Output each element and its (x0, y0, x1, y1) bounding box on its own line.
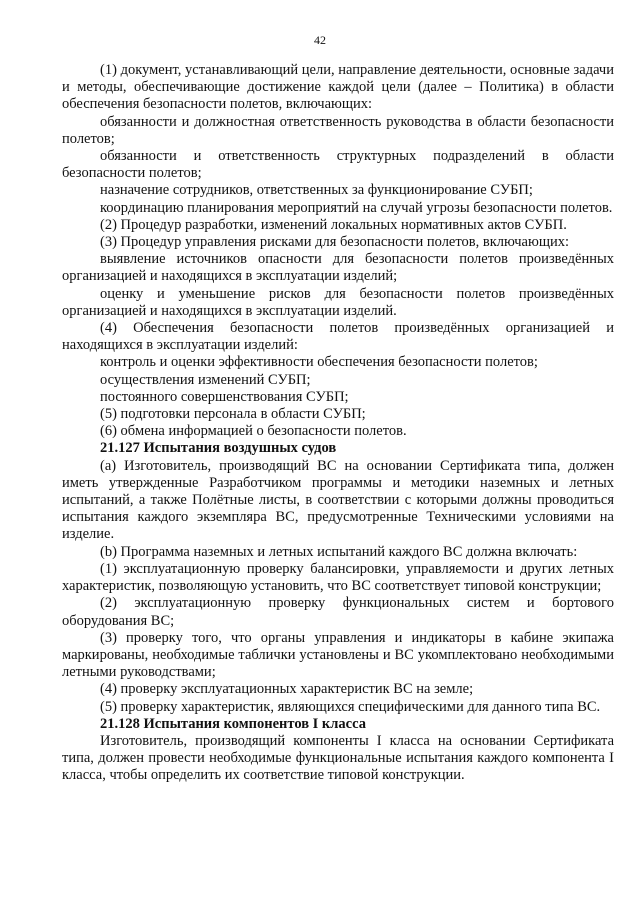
paragraph: осуществления изменений СУБП; (100, 371, 311, 388)
paragraph: (4) Обеспечения безопасности полетов произведённых организацией и находящихся в эксплуатации изделий: (62, 320, 614, 354)
paragraph: (6) обмена информацией о безопасности полетов. (100, 423, 407, 440)
section-heading: 21.127 Испытания воздушных судов (100, 440, 337, 457)
paragraph: (1) документ, устанавливающий цели, направление деятельности, основные задачи и методы, обеспечивающие достижение каждой цели (далее – Политика) в области обеспечения безопасности полетов, включающих: (62, 62, 614, 113)
paragraph: (5) подготовки персонала в области СУБП; (100, 406, 366, 423)
paragraph: обязанности и должностная ответственность руководства в области безопасности полетов; (62, 113, 614, 147)
paragraph: координацию планирования мероприятий на случай угрозы безопасности полетов. (100, 199, 613, 216)
paragraph: контроль и оценки эффективности обеспечения безопасности полетов; (100, 354, 538, 371)
paragraph: оценку и уменьшение рисков для безопасности полетов произведённых организацией и находящихся в эксплуатации изделий. (62, 285, 614, 319)
paragraph: (a) Изготовитель, производящий ВС на основании Сертификата типа, должен иметь утвержденные Разработчиком программы и методики наземных и летных испытаний, а также Полётные листы, в соответствии с которыми должны проводиться испытания каждого экземпляра ВС, предусмотренные Техническими условиями на изделие. (62, 457, 614, 543)
document-body (62, 62, 614, 785)
section-heading: 21.128 Испытания компонентов I класса (100, 715, 366, 732)
paragraph: выявление источников опасности для безопасности полетов произведённых организацией и находящихся в эксплуатации изделий; (62, 251, 614, 285)
paragraph: обязанности и ответственность структурных подразделений в области безопасности полетов; (62, 148, 614, 182)
paragraph: (b) Программа наземных и летных испытаний каждого ВС должна включать: (100, 543, 578, 560)
paragraph: (2) Процедур разработки, изменений локальных нормативных актов СУБП. (100, 216, 567, 233)
paragraph: назначение сотрудников, ответственных за функционирование СУБП; (100, 182, 533, 199)
paragraph: постоянного совершенствования СУБП; (100, 388, 349, 405)
paragraph: Изготовитель, производящий компоненты I класса на основании Сертификата типа, должен провести необходимые функциональные испытания каждого компонента I класса, чтобы определить их соответствие типовой конструкции. (62, 732, 614, 784)
paragraph: (4) проверку эксплуатационных характеристик ВС на земле; (100, 681, 474, 698)
paragraph: (3) проверку того, что органы управления и индикаторы в кабине экипажа маркированы, необходимые таблички установлены и ВС укомплектовано необходимыми летными руководствами; (62, 629, 614, 681)
paragraph: (3) Процедур управления рисками для безопасности полетов, включающих: (100, 234, 570, 251)
paragraph: (1) эксплуатационную проверку балансировки, управляемости и других летных характеристик, позволяющую установить, что ВС соответствует типовой конструкции; (62, 560, 614, 595)
paragraph: (5) проверку характеристик, являющихся специфическими для данного типа ВС. (100, 698, 601, 715)
paragraph: (2) эксплуатационную проверку функциональных систем и бортового оборудования ВС; (62, 595, 614, 629)
page-number: 42 (314, 33, 326, 47)
